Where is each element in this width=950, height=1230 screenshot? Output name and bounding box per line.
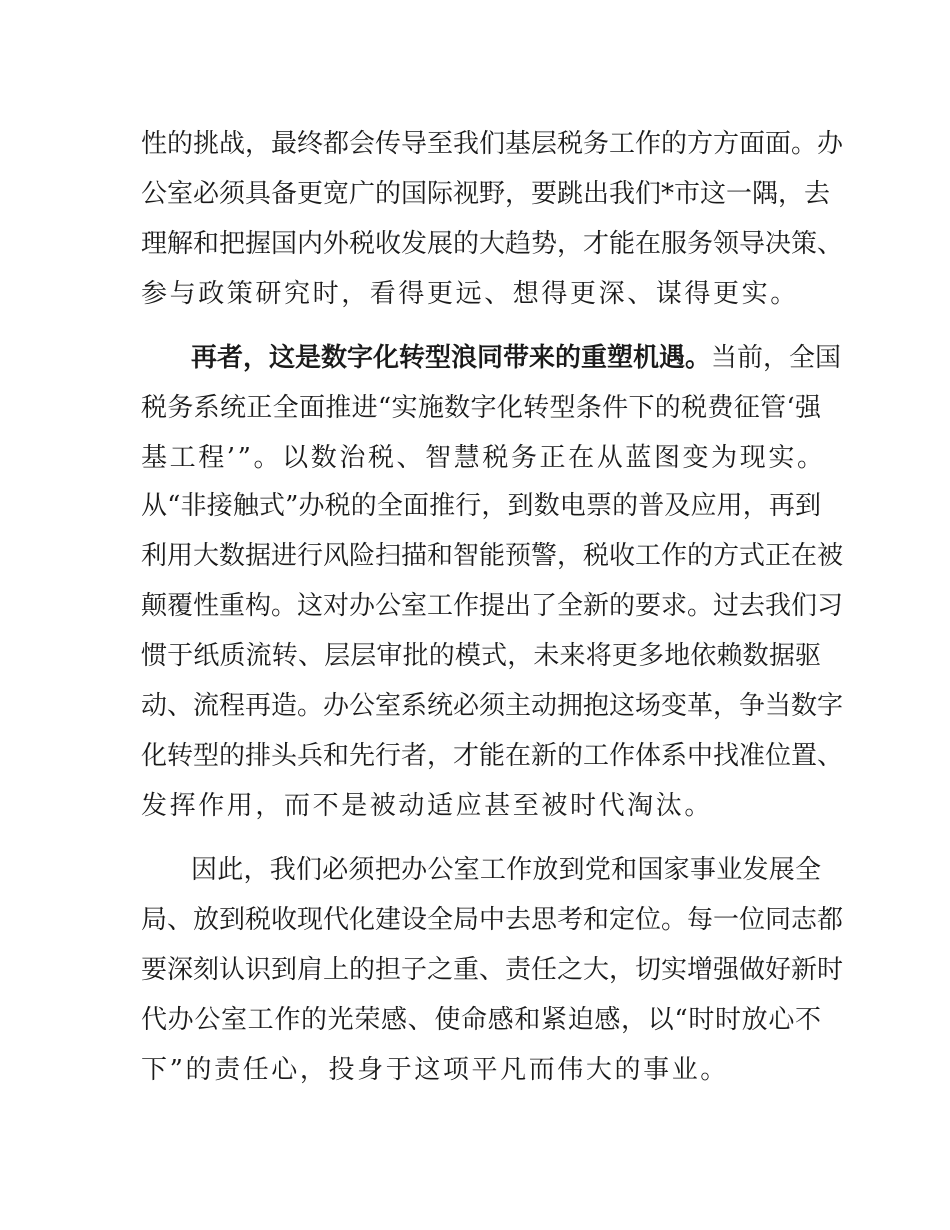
paragraph-line: 下”的责任心，投身于这项平凡而伟大的事业。 — [141, 1055, 729, 1085]
paragraph-line: 因此，我们必须把办公室工作放到党和国家事业发展全 — [191, 855, 821, 885]
paragraph-line: 税务系统正全面推进“实施数字化转型条件下的税费征管‘强 — [141, 393, 821, 423]
paragraph-line: 动、流程再造。办公室系统必须主动拥抱这场变革，争当数字 — [141, 691, 844, 721]
paragraph-line: 代办公室工作的光荣感、使命感和紧迫感，以“时时放心不 — [141, 1005, 821, 1035]
paragraph-line: 理解和把握国内外税收发展的大趋势，才能在服务领导决策、 — [141, 229, 844, 259]
paragraph-line: 参与政策研究时，看得更远、想得更深、谋得更实。 — [141, 279, 799, 309]
paragraph-lead-sentence: 再者，这是数字化转型浪同带来的重塑机遇。 — [191, 343, 712, 373]
paragraph-line: 发挥作用，而不是被动适应甚至被时代淘汰。 — [141, 791, 714, 821]
paragraph-lead-rest: 当前，全国 — [711, 343, 842, 373]
paragraph-line: 利用大数据进行风险扫描和智能预警，税收工作的方式正在被 — [141, 541, 844, 571]
paragraph-first-line — [191, 341, 842, 375]
paragraph-line: 要深刻认识到肩上的担子之重、责任之大，切实增强做好新时 — [141, 955, 844, 985]
paragraph-line: 化转型的排头兵和先行者，才能在新的工作体系中找准位置、 — [141, 741, 844, 771]
paragraph-line: 性的挑战，最终都会传导至我们基层税务工作的方方面面。办 — [141, 129, 844, 159]
paragraph-line: 颠覆性重构。这对办公室工作提出了全新的要求。过去我们习 — [141, 591, 844, 621]
paragraph-line: 从“非接触式”办税的全面推行，到数电票的普及应用，再到 — [141, 491, 821, 521]
paragraph-line: 惯于纸质流转、层层审批的模式，未来将更多地依赖数据驱 — [141, 641, 821, 671]
paragraph-line: 基工程’”。以数治税、智慧税务正在从蓝图变为现实。 — [141, 443, 826, 473]
paragraph-line: 公室必须具备更宽广的国际视野，要跳出我们*市这一隅，去 — [141, 179, 831, 209]
paragraph-line: 局、放到税收现代化建设全局中去思考和定位。每一位同志都 — [141, 905, 844, 935]
